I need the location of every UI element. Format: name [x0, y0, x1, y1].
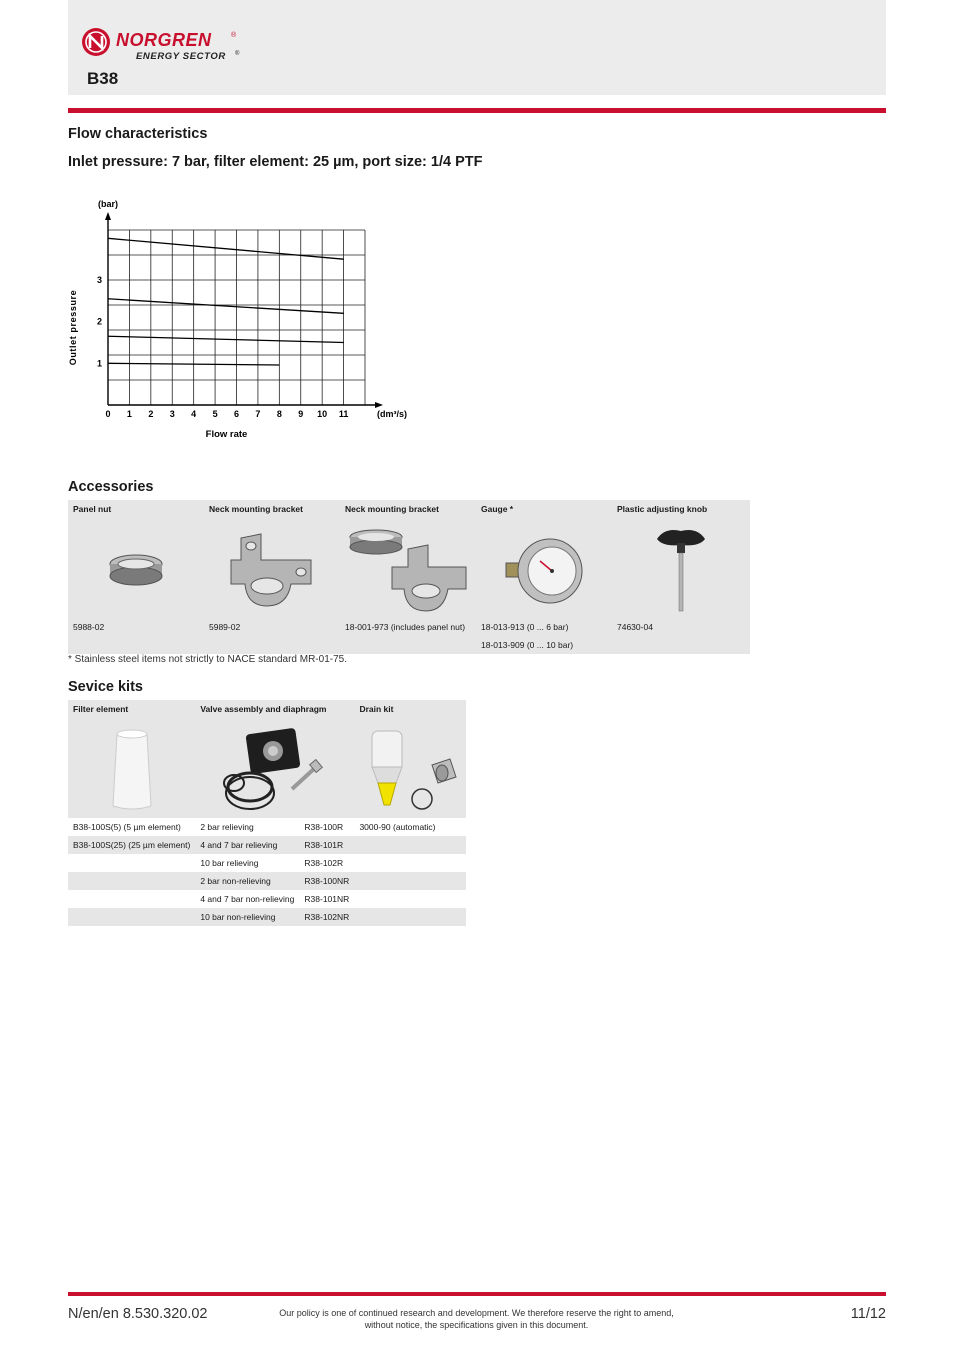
accessory-part: 74630-04: [612, 618, 750, 636]
kit-cell: [354, 908, 466, 926]
x-tick-label: 0: [105, 409, 111, 419]
x-tick-label: 10: [317, 409, 328, 419]
x-tick-label: 11: [338, 409, 349, 419]
x-tick-label: 2: [148, 409, 154, 419]
kit-cell: B38-100S(5) (5 µm element): [68, 818, 195, 836]
kit-cell: [68, 854, 195, 872]
kit-cell: 10 bar relieving: [195, 854, 299, 872]
kit-cell: 2 bar non-relieving: [195, 872, 299, 890]
sub-brand: ENERGY SECTOR: [136, 51, 226, 62]
adjusting-knob-image: [612, 522, 750, 618]
kit-header: Drain kit: [354, 700, 466, 722]
kit-cell: [354, 890, 466, 908]
service-kits-table: [68, 700, 466, 926]
policy-line: without notice, the specifications given in this document.: [364, 1320, 589, 1330]
kit-cell: 4 and 7 bar non-relieving: [195, 890, 299, 908]
service-kits-heading: Sevice kits: [68, 679, 143, 695]
footer-accent-bar: [68, 1292, 886, 1296]
product-code: B38: [87, 69, 119, 88]
kit-cell: [354, 872, 466, 890]
kit-cell: 10 bar non-relieving: [195, 908, 299, 926]
accessories-heading: Accessories: [68, 479, 154, 495]
x-tick-label: 7: [255, 409, 261, 419]
document-number: N/en/en 8.530.320.02: [68, 1306, 208, 1322]
kit-cell: [354, 836, 466, 854]
drain-kit-image: [354, 722, 466, 818]
policy-line: Our policy is one of continued research and development. We therefore reserve the right to amend,: [279, 1308, 674, 1318]
accessory-part: 18-013-909 (0 ... 10 bar): [476, 636, 612, 654]
flow-heading: Flow characteristics: [68, 126, 208, 142]
accessory-part: 5988-02: [68, 618, 204, 636]
valve-assembly-image: [195, 722, 354, 818]
flow-subheading: Inlet pressure: 7 bar, filter element: 25 µm, port size: 1/4 PTF: [68, 154, 483, 170]
accessory-header: Neck mounting bracket: [204, 500, 340, 522]
x-tick-label: 1: [126, 409, 132, 419]
x-tick-label: 8: [276, 409, 282, 419]
kit-cell: [354, 854, 466, 872]
accessory-part: [612, 636, 750, 654]
kit-cell: R38-102R: [299, 854, 354, 872]
kit-cell: R38-100NR: [299, 872, 354, 890]
accessory-header: Plastic adjusting knob: [612, 500, 750, 522]
brand-name: NORGREN: [116, 30, 212, 50]
y-tick-label: 1: [96, 358, 102, 369]
kit-cell: R38-101R: [299, 836, 354, 854]
policy-statement: [240, 1307, 713, 1331]
accessory-part: [340, 636, 476, 654]
kit-cell: R38-100R: [299, 818, 354, 836]
accessory-part: 18-013-913 (0 ... 6 bar): [476, 618, 612, 636]
kit-header: Valve assembly and diaphragm: [195, 700, 354, 722]
accessories-footnote: * Stainless steel items not strictly to NACE standard MR-01-75.: [68, 654, 347, 665]
kit-cell: 3000-90 (automatic): [354, 818, 466, 836]
x-axis-title: Flow rate: [205, 429, 248, 440]
x-unit-label: (dm³/s): [377, 409, 407, 419]
accessory-part: [204, 636, 340, 654]
x-tick-label: 5: [212, 409, 218, 419]
x-tick-label: 3: [169, 409, 175, 419]
filter-element-image: [68, 722, 195, 818]
kit-cell: R38-101NR: [299, 890, 354, 908]
accessories-table: [68, 500, 750, 654]
flow-curve: [108, 336, 344, 342]
norgren-logo: [80, 26, 240, 62]
accessory-header: Gauge *: [476, 500, 612, 522]
norgren-emblem-icon: [80, 26, 112, 58]
y-unit-label: (bar): [98, 199, 118, 209]
accessory-part: 18-001-973 (includes panel nut): [340, 618, 476, 636]
accessory-part: [68, 636, 204, 654]
neck-bracket-with-nut-image: [340, 522, 476, 618]
kit-cell: R38-102NR: [299, 908, 354, 926]
registered-mark-sub: ®: [235, 51, 240, 57]
kit-header: Filter element: [68, 700, 195, 722]
accessory-header: Panel nut: [68, 500, 204, 522]
y-axis-title: Outlet pressure: [68, 289, 78, 366]
kit-cell: [68, 908, 195, 926]
panel-nut-image: [68, 522, 204, 618]
neck-bracket-image: [204, 522, 340, 618]
accessory-part: 5989-02: [204, 618, 340, 636]
x-tick-label: 9: [298, 409, 304, 419]
header-accent-bar: [68, 108, 886, 113]
y-tick-label: 2: [96, 316, 102, 327]
registered-mark: ®: [231, 32, 237, 39]
x-tick-label: 6: [233, 409, 240, 419]
accessory-header: Neck mounting bracket: [340, 500, 476, 522]
y-axis-arrow: [105, 212, 111, 220]
flow-curve: [108, 238, 344, 259]
flow-curve: [108, 363, 279, 365]
x-axis-arrow: [375, 402, 383, 408]
kit-cell: 4 and 7 bar relieving: [195, 836, 299, 854]
kit-cell: 2 bar relieving: [195, 818, 299, 836]
gauge-image: [476, 522, 612, 618]
flow-chart: [60, 190, 410, 450]
kit-cell: [68, 872, 195, 890]
x-tick-label: 4: [191, 409, 197, 419]
kit-cell: B38-100S(25) (25 µm element): [68, 836, 195, 854]
y-tick-label: 3: [96, 275, 102, 285]
page-number: 11/12: [850, 1306, 886, 1322]
kit-cell: [68, 890, 195, 908]
flow-curve: [108, 299, 344, 314]
